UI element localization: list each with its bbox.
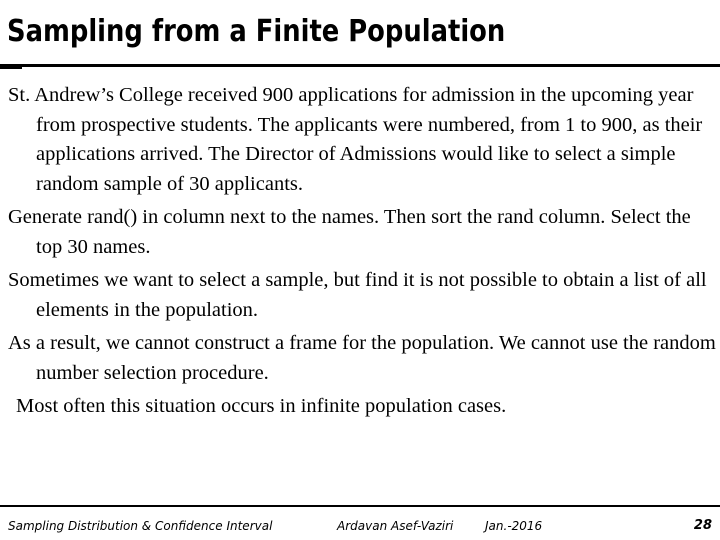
footer-divider (0, 505, 720, 507)
title-underline-accent (0, 64, 22, 69)
slide-body (8, 81, 716, 426)
paragraph-no-frame: As a result, we cannot construct a frame for the population. We cannot use the random number selection procedure. (8, 332, 716, 384)
slide-title: Sampling from a Finite Population (7, 14, 506, 49)
footer-course-title: Sampling Distribution & Confidence Interval (8, 519, 273, 533)
footer-author: Ardavan Asef-Vaziri (337, 519, 454, 533)
paragraph-infinite-population: Most often this situation occurs in infinite population cases. (16, 395, 507, 417)
footer-date: Jan.-2016 (485, 519, 543, 533)
slide-number: 28 (693, 518, 712, 533)
paragraph-generate-rand: Generate rand() in column next to the names. Then sort the rand column. Select the top 30 names. (8, 206, 691, 258)
title-underline (0, 64, 720, 67)
paragraph-list-not-possible: Sometimes we want to select a sample, but find it is not possible to obtain a list of all elements in the population. (8, 269, 707, 321)
paragraph-college-applications: St. Andrew’s College received 900 applications for admission in the upcoming year from prospective students. The applicants were numbered, from 1 to 900, as their applications arrived. The Director of Admissions would like to select a simple random sample of 30 applicants. (8, 84, 703, 195)
